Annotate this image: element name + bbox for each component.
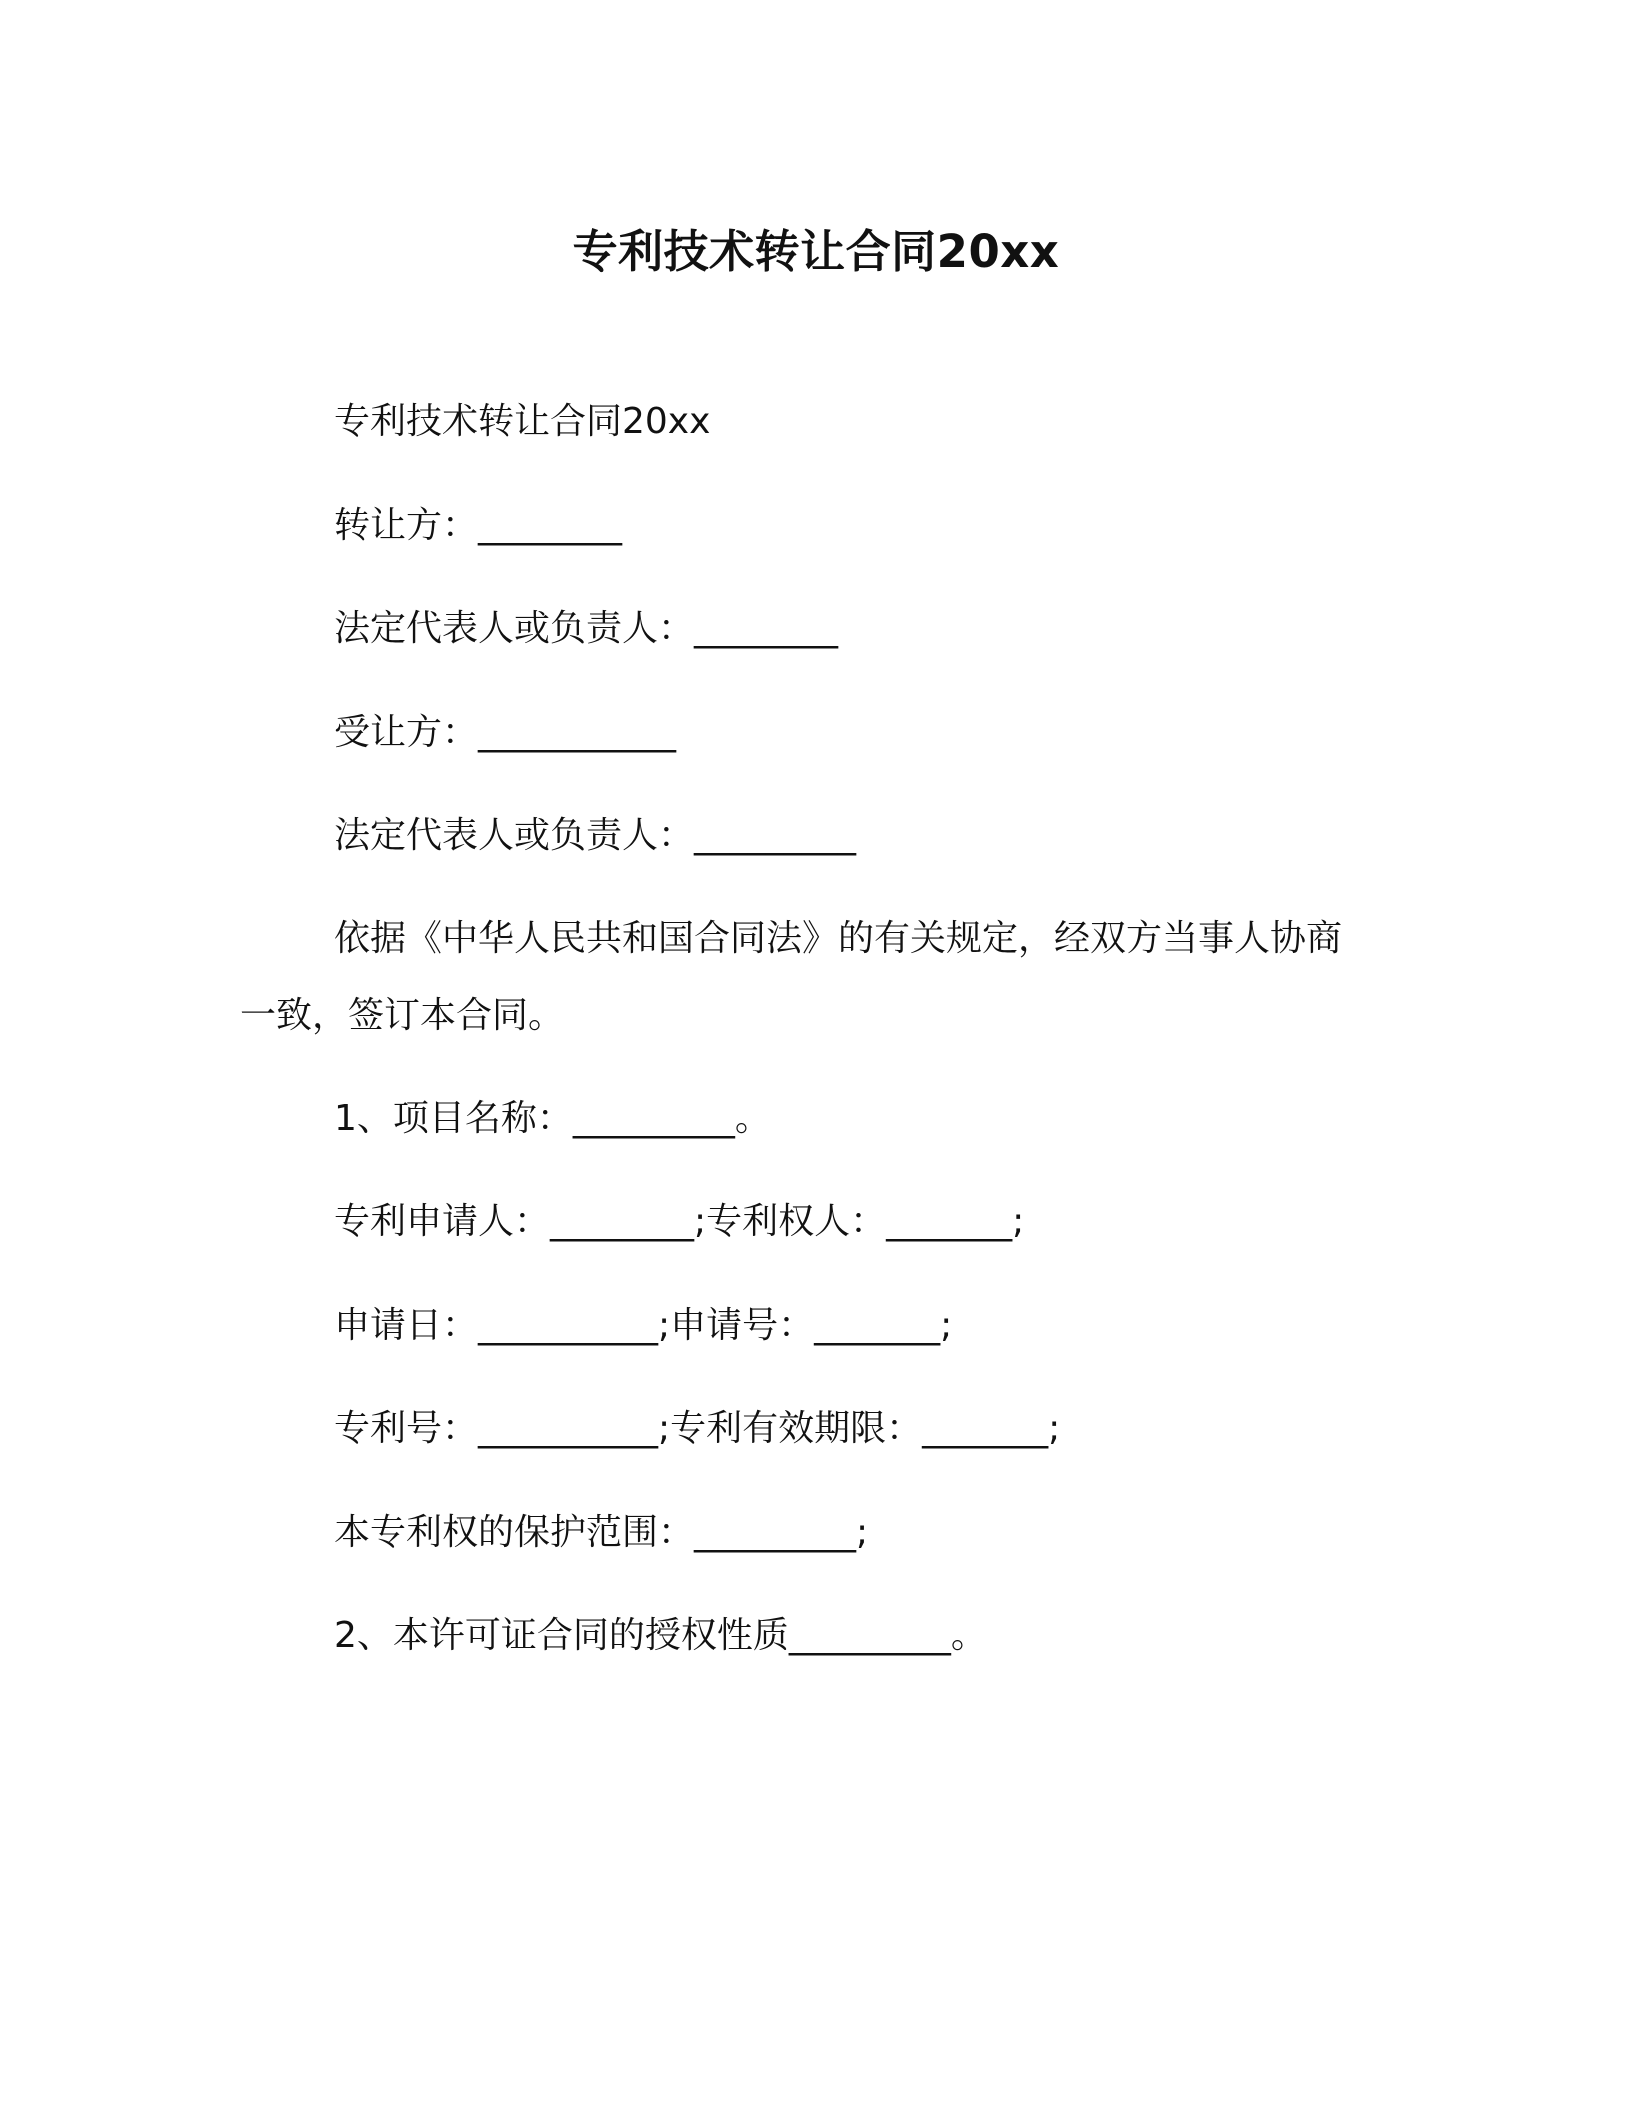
patent-number-line: 专利号：__________;专利有效期限：_______; [334,1408,1061,1449]
basis-paragraph [240,900,1392,1054]
transferor-representative-line: 法定代表人或负责人：________ [334,608,839,649]
transferor-line: 转让方：________ [334,505,623,546]
protection-scope-line: 本专利权的保护范围：_________; [334,1512,869,1553]
document-subtitle: 专利技术转让合同20xx [334,401,711,442]
patent-applicant-line: 专利申请人：________;专利权人：_______; [334,1201,1025,1242]
license-nature-line: 2、本许可证合同的授权性质_________。 [334,1615,987,1656]
transferee-representative-line: 法定代表人或负责人：_________ [334,815,857,856]
basis-line-2: 一致，签订本合同。 [240,995,565,1036]
basis-line-1: 依据《中华人民共和国合同法》的有关规定，经双方当事人协商 [334,918,1343,959]
project-name-line: 1、项目名称：_________。 [334,1098,771,1139]
transferee-line: 受让方：___________ [334,712,677,753]
application-date-line: 申请日：__________;申请号：_______; [334,1305,953,1346]
document-title: 专利技术转让合同20xx [572,225,1060,278]
